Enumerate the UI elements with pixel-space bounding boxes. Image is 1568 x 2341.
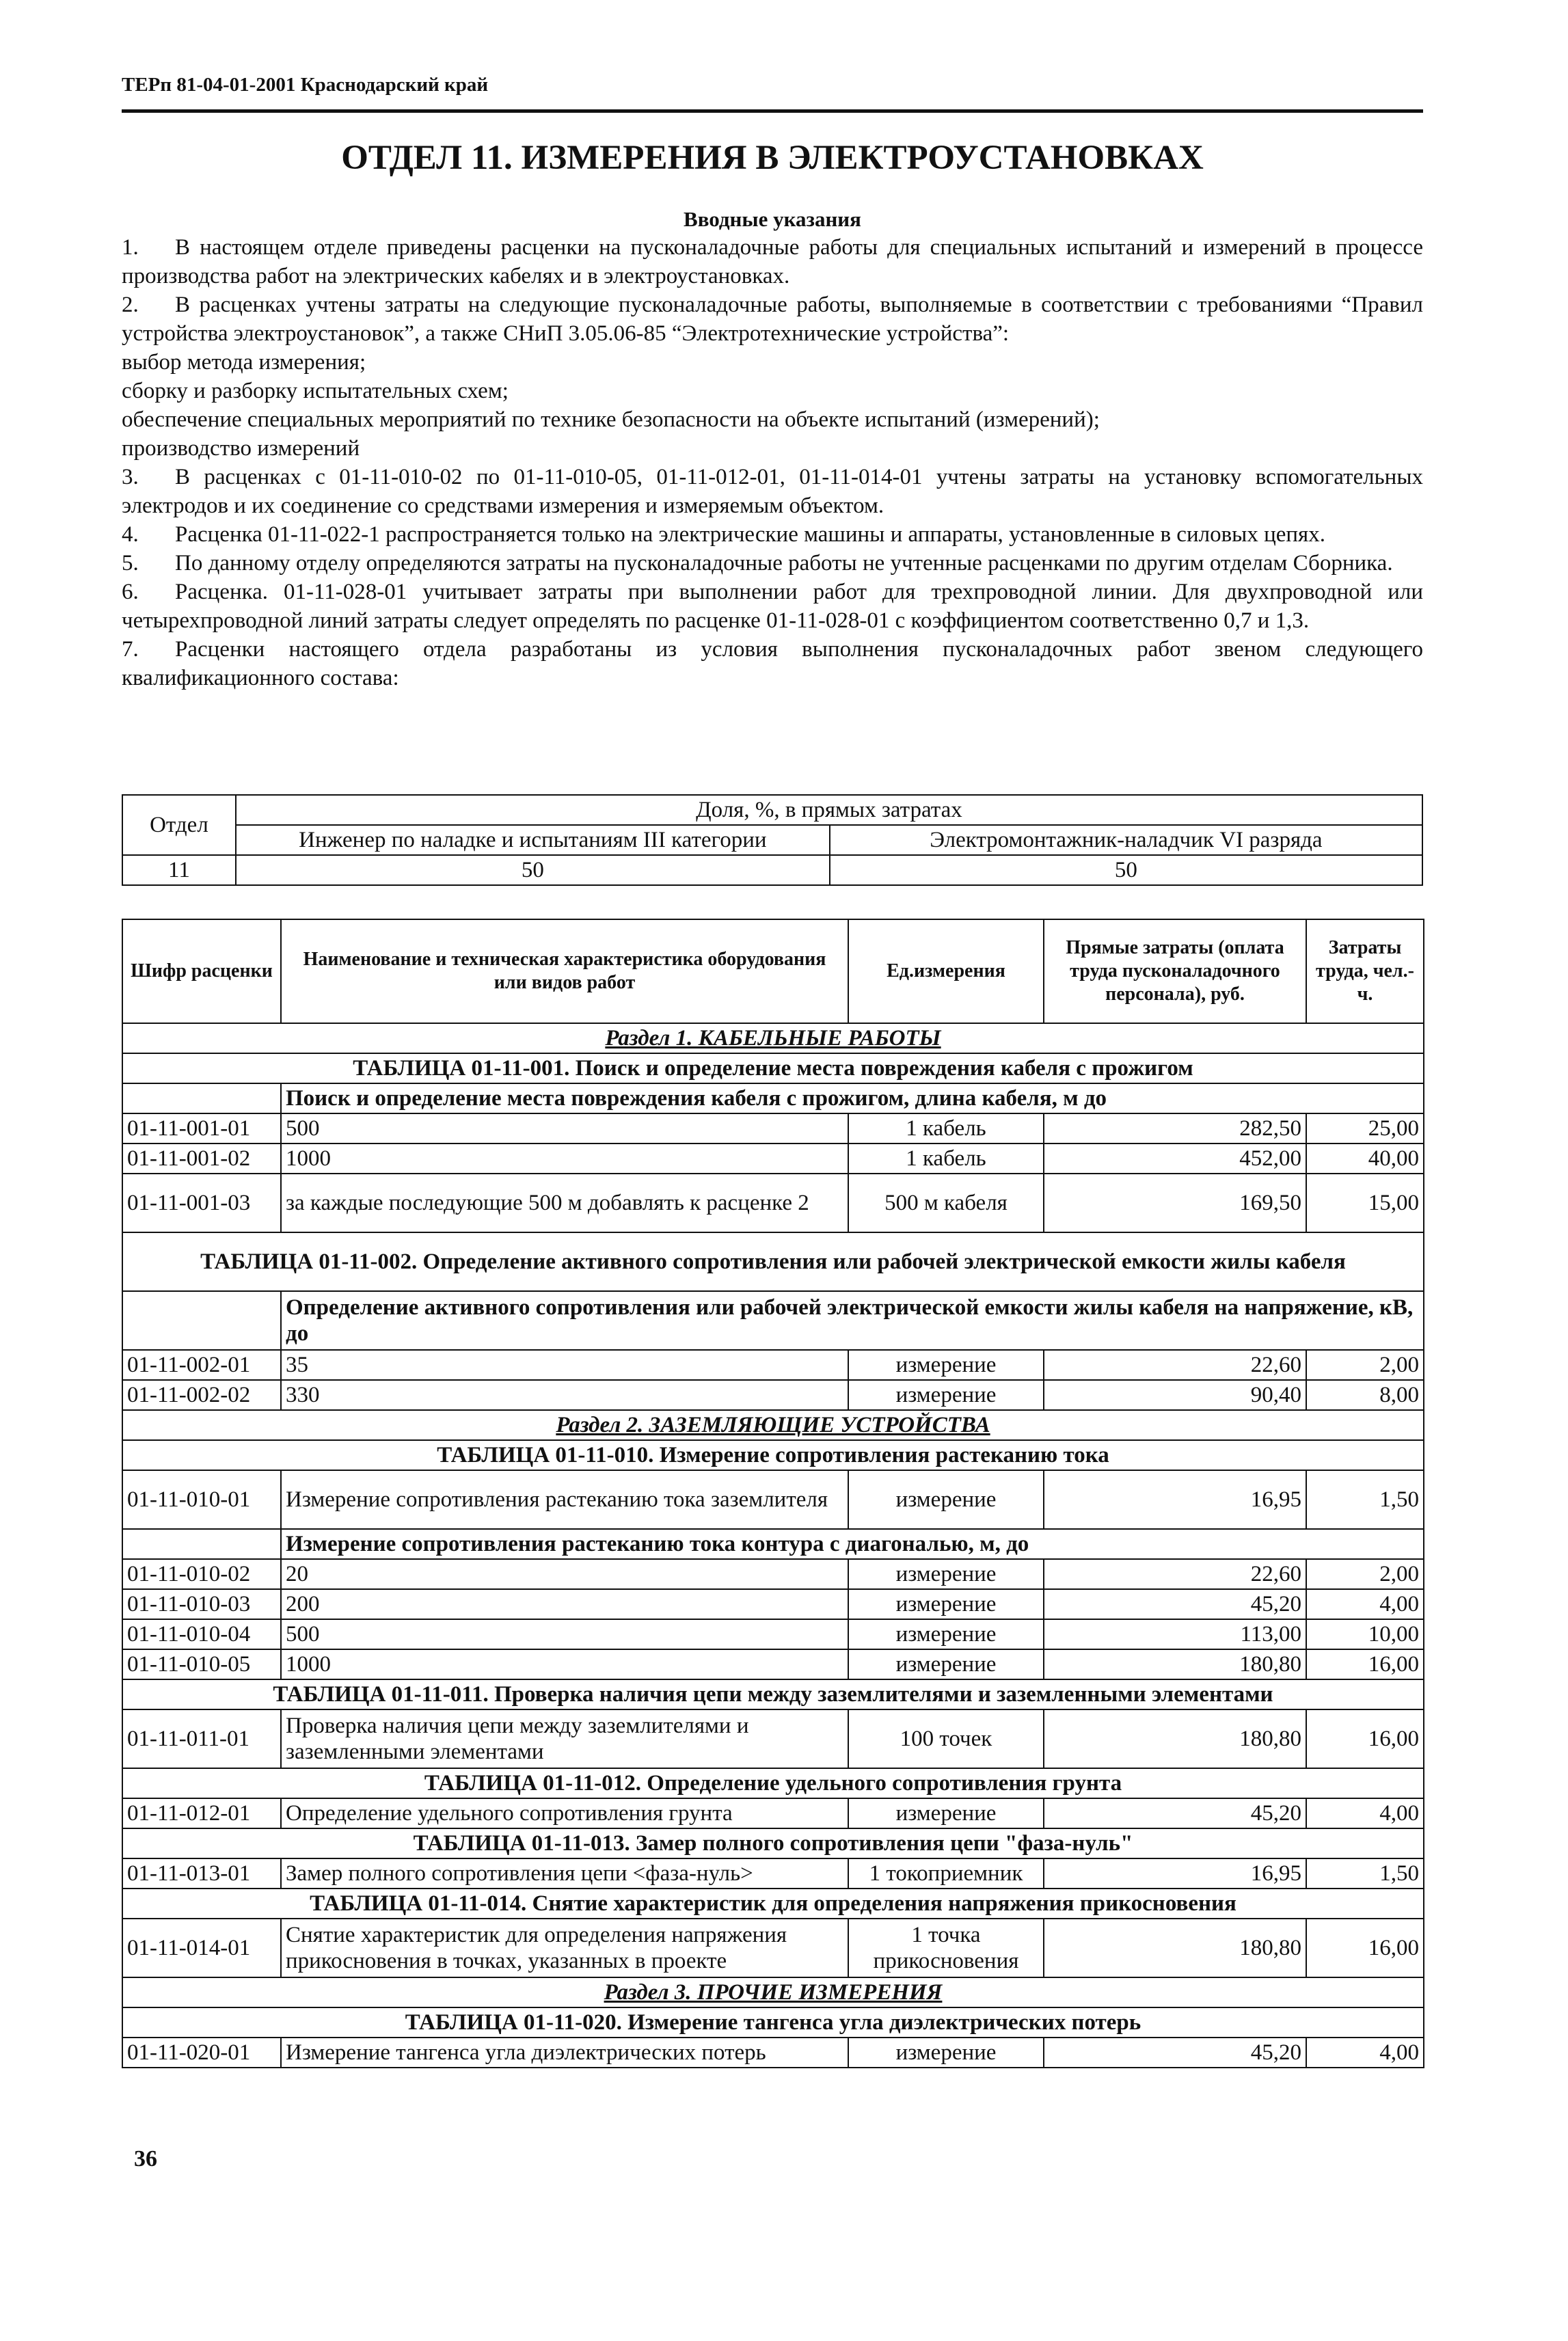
staff-col-engineer: Инженер по наладке и испытаниям III категории xyxy=(236,825,830,855)
table-row: 01-11-010-03 200 измерение 45,20 4,00 xyxy=(122,1589,1424,1619)
table-row: 01-11-020-01 Измерение тангенса угла диэлектрических потерь измерение 45,20 4,00 xyxy=(122,2038,1424,2068)
staff-dept-header: Отдел xyxy=(122,795,236,855)
staff-engineer-value: 50 xyxy=(236,855,830,885)
table-row: 01-11-002-02 330 измерение 90,40 8,00 xyxy=(122,1380,1424,1410)
table-row: 01-11-013-01 Замер полного сопротивления цепи <фаза-нуль> 1 токоприемник 16,95 1,50 xyxy=(122,1858,1424,1889)
header-unit: Ед.измерения xyxy=(848,919,1044,1023)
subheading-row: Поиск и определение места повреждения кабеля с прожигом, длина кабеля, м до xyxy=(122,1083,1424,1113)
intro-paragraph-1: 1. В настоящем отделе приведены расценки на пусконаладочные работы для специальных испытаний и измерений в процессе производства работ на электрических кабелях и в электроустановках. xyxy=(122,235,1423,288)
intro-paragraph-2: 2. В расценках учтены затраты на следующие пусконаладочные работы, выполняемые в соответствии с требованиями “Правил устройства электроустановок”, а также СНиП 3.05.06-85 “Электротехнические устройства”: xyxy=(122,293,1423,346)
intro-subtitle: Вводные указания xyxy=(684,207,861,231)
intro-text xyxy=(122,233,1423,692)
section-title: ОТДЕЛ 11. ИЗМЕРЕНИЯ В ЭЛЕКТРОУСТАНОВКАХ xyxy=(341,139,1204,177)
table-row: 01-11-001-02 1000 1 кабель 452,00 40,00 xyxy=(122,1144,1424,1174)
header-cost: Прямые затраты (оплата труда пусконаладочного персонала), руб. xyxy=(1044,919,1306,1023)
header-code: Шифр расценки xyxy=(122,919,281,1023)
intro-list-item: производство измерений xyxy=(122,436,360,461)
intro-paragraph-4: 4. Расценка 01-11-022-1 распространяется только на электрические машины и аппараты, установленные в силовых цепях. xyxy=(122,522,1325,547)
table-row: 01-11-010-01 Измерение сопротивления растеканию тока заземлителя измерение 16,95 1,50 xyxy=(122,1470,1424,1529)
subheading-row: Определение активного сопротивления или рабочей электрической емкости жилы кабеля на напряжение, кВ, до xyxy=(122,1291,1424,1350)
intro-list-item: обеспечение специальных мероприятий по технике безопасности на объекте испытаний (измерений); xyxy=(122,407,1100,432)
page-number: 36 xyxy=(134,2146,157,2171)
table-title-row: ТАБЛИЦА 01-11-014. Снятие характеристик для определения напряжения прикосновения xyxy=(122,1889,1424,1919)
table-title-row: ТАБЛИЦА 01-11-013. Замер полного сопротивления цепи "фаза-нуль" xyxy=(122,1828,1424,1858)
intro-list-item: выбор метода измерения; xyxy=(122,350,366,375)
table-row: 01-11-010-04 500 измерение 113,00 10,00 xyxy=(122,1619,1424,1649)
table-row: 01-11-002-01 35 измерение 22,60 2,00 xyxy=(122,1350,1424,1380)
intro-paragraph-7: 7. Расценки настоящего отдела разработаны из условия выполнения пусконаладочных работ звеном следующего квалификационного состава: xyxy=(122,637,1423,690)
intro-paragraph-3: 3. В расценках с 01-11-010-02 по 01-11-010-05, 01-11-012-01, 01-11-014-01 учтены затраты на установку вспомогательных электродов и их соединение со средствами измерения и измеряемым объектом. xyxy=(122,465,1423,518)
section-row: Раздел 1. КАБЕЛЬНЫЕ РАБОТЫ xyxy=(122,1023,1424,1053)
table-row: 01-11-001-01 500 1 кабель 282,50 25,00 xyxy=(122,1113,1424,1144)
table-title-row: ТАБЛИЦА 01-11-020. Измерение тангенса угла диэлектрических потерь xyxy=(122,2007,1424,2038)
table-title-row: ТАБЛИЦА 01-11-010. Измерение сопротивления растеканию тока xyxy=(122,1440,1424,1470)
table-row: 01-11-001-03 за каждые последующие 500 м добавлять к расценке 2 500 м кабеля 169,50 15,00 xyxy=(122,1174,1424,1232)
table-title-row: ТАБЛИЦА 01-11-012. Определение удельного сопротивления грунта xyxy=(122,1768,1424,1798)
table-row: 01-11-011-01 Проверка наличия цепи между заземлителями и заземленными элементами 100 точек 180,80 16,00 xyxy=(122,1709,1424,1768)
section-row: Раздел 2. ЗАЗЕМЛЯЮЩИЕ УСТРОЙСТВА xyxy=(122,1410,1424,1440)
table-title-row: ТАБЛИЦА 01-11-001. Поиск и определение места повреждения кабеля с прожигом xyxy=(122,1053,1424,1083)
staff-col-electrician: Электромонтажник-наладчик VI разряда xyxy=(830,825,1422,855)
section-row: Раздел 3. ПРОЧИЕ ИЗМЕРЕНИЯ xyxy=(122,1977,1424,2007)
header-name: Наименование и техническая характеристика оборудования или видов работ xyxy=(281,919,848,1023)
table-row: 01-11-012-01 Определение удельного сопротивления грунта измерение 45,20 4,00 xyxy=(122,1798,1424,1828)
staff-dept-value: 11 xyxy=(122,855,236,885)
rates-table xyxy=(122,919,1424,2068)
table-row: 01-11-014-01 Снятие характеристик для определения напряжения прикосновения в точках, указанных в проекте 1 точка прикосновения 180,80 16,00 xyxy=(122,1919,1424,1977)
header-rule xyxy=(122,109,1423,113)
staff-share-header: Доля, %, в прямых затратах xyxy=(236,795,1422,825)
table-row: 01-11-010-02 20 измерение 22,60 2,00 xyxy=(122,1559,1424,1589)
staff-composition-table xyxy=(122,794,1423,886)
subheading-row: Измерение сопротивления растеканию тока контура с диагональю, м, до xyxy=(122,1529,1424,1559)
table-title-row: ТАБЛИЦА 01-11-002. Определение активного сопротивления или рабочей электрической емкости жилы кабеля xyxy=(122,1232,1424,1291)
intro-paragraph-5: 5. По данному отделу определяются затраты на пусконаладочные работы не учтенные расценками по другим отделам Сборника. xyxy=(122,551,1393,576)
table-header-row xyxy=(122,919,1424,1023)
header-labor: Затраты труда, чел.-ч. xyxy=(1306,919,1424,1023)
intro-list-item: сборку и разборку испытательных схем; xyxy=(122,379,509,403)
intro-paragraph-6: 6. Расценка. 01-11-028-01 учитывает затраты при выполнении работ для трехпроводной линии. Для двухпроводной или четырехпроводной линий затраты следует определять по расценке 01-11-028-01 с коэффициентом соответственно 0,7 и 1,3. xyxy=(122,580,1423,633)
table-title-row: ТАБЛИЦА 01-11-011. Проверка наличия цепи между заземлителями и заземленными элементами xyxy=(122,1679,1424,1709)
staff-electrician-value: 50 xyxy=(830,855,1422,885)
table-row: 01-11-010-05 1000 измерение 180,80 16,00 xyxy=(122,1649,1424,1679)
running-header: ТЕРп 81-04-01-2001 Краснодарский край xyxy=(122,74,489,96)
